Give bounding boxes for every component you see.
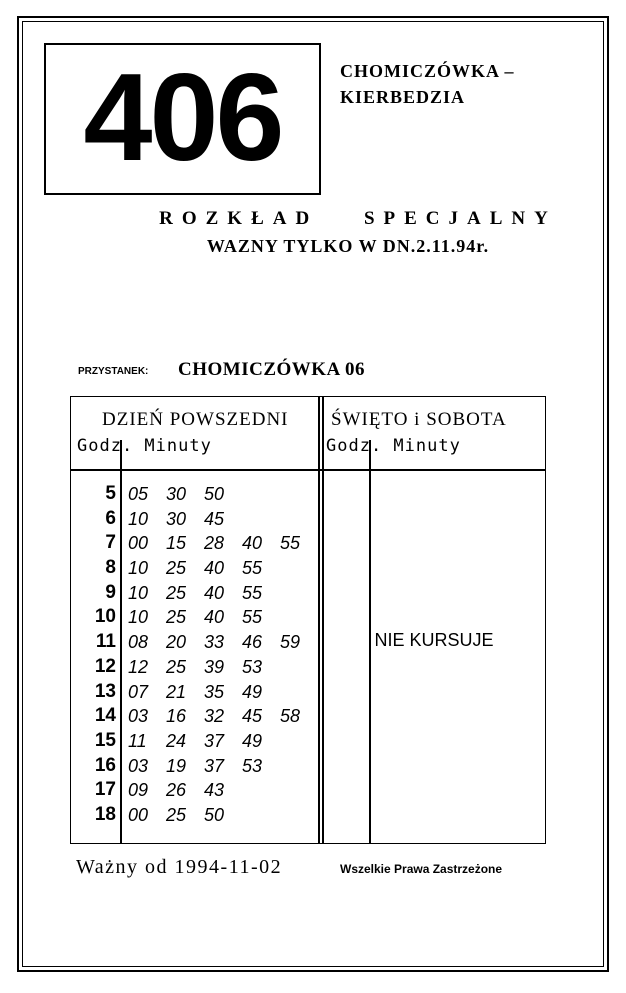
holiday-subheader: Godz. Minuty bbox=[326, 436, 461, 456]
departure-minute: 39 bbox=[204, 656, 225, 677]
column-divider bbox=[318, 396, 320, 844]
special-schedule-title: ROZKŁAD SPECJALNY bbox=[159, 208, 557, 229]
departure-minute: 12 bbox=[128, 656, 149, 677]
departure-minutes bbox=[128, 655, 280, 679]
departure-hour: 10 bbox=[94, 606, 116, 628]
route-name-line-2: KIERBEDZIA bbox=[340, 87, 466, 107]
departure-minutes bbox=[128, 778, 242, 802]
departure-minute: 59 bbox=[280, 632, 301, 653]
holiday-header: ŚWIĘTO i SOBOTA bbox=[331, 409, 507, 430]
departure-minutes bbox=[128, 803, 242, 827]
departure-minute: 33 bbox=[204, 632, 225, 653]
departure-minute: 55 bbox=[242, 558, 263, 579]
departure-minute: 43 bbox=[204, 780, 225, 801]
departure-minute: 00 bbox=[128, 533, 149, 554]
rights-reserved: Wszelkie Prawa Zastrzeżone bbox=[340, 862, 503, 876]
departure-hour: 14 bbox=[94, 705, 116, 727]
departure-hour: 12 bbox=[94, 655, 116, 677]
departure-minute: 50 bbox=[204, 804, 225, 825]
departure-minute: 45 bbox=[204, 508, 225, 529]
stop-name: CHOMICZÓWKA 06 bbox=[178, 359, 365, 380]
departure-minute: 53 bbox=[242, 656, 263, 677]
departure-minute: 24 bbox=[166, 730, 187, 751]
departure-hour: 6 bbox=[105, 507, 116, 529]
column-divider bbox=[322, 396, 324, 844]
departure-minute: 37 bbox=[204, 755, 225, 776]
departure-row bbox=[78, 581, 318, 606]
departure-row bbox=[78, 754, 318, 779]
departure-minute: 46 bbox=[242, 632, 263, 653]
departure-hour: 7 bbox=[105, 532, 116, 554]
departure-minute: 10 bbox=[128, 508, 149, 529]
departure-minutes bbox=[128, 605, 280, 629]
departure-minute: 03 bbox=[128, 755, 149, 776]
departure-minute: 45 bbox=[242, 706, 263, 727]
departure-minute: 11 bbox=[128, 730, 147, 751]
departure-minute: 25 bbox=[166, 558, 187, 579]
departure-row bbox=[78, 803, 318, 828]
departure-minute: 26 bbox=[166, 780, 187, 801]
departure-hour: 16 bbox=[94, 754, 116, 776]
departure-minute: 30 bbox=[166, 508, 187, 529]
departure-minute: 00 bbox=[128, 804, 149, 825]
departure-minute: 28 bbox=[204, 533, 225, 554]
departure-minute: 55 bbox=[242, 607, 263, 628]
departure-minute: 10 bbox=[128, 558, 149, 579]
departure-minute: 55 bbox=[242, 582, 263, 603]
departure-minute: 25 bbox=[166, 804, 187, 825]
route-name-line-1: CHOMICZÓWKA – bbox=[340, 61, 515, 81]
departure-row bbox=[78, 605, 318, 630]
departure-minutes bbox=[128, 556, 280, 580]
valid-from: Ważny od 1994-11-02 bbox=[76, 856, 283, 878]
departure-row bbox=[78, 680, 318, 705]
departure-minute: 40 bbox=[242, 533, 263, 554]
no-service-notice: NIE KURSUJE bbox=[374, 630, 494, 650]
departure-hour: 11 bbox=[95, 631, 116, 653]
departure-hour: 9 bbox=[105, 581, 116, 603]
departure-row bbox=[78, 729, 318, 754]
departure-minute: 55 bbox=[280, 533, 301, 554]
departure-minute: 50 bbox=[204, 484, 225, 504]
departure-minutes bbox=[128, 754, 280, 778]
departure-minutes bbox=[128, 729, 280, 753]
departure-minutes bbox=[128, 482, 242, 506]
departure-minute: 53 bbox=[242, 755, 263, 776]
departure-minute: 32 bbox=[204, 706, 225, 727]
departure-minute: 16 bbox=[166, 706, 187, 727]
departure-hour: 8 bbox=[105, 557, 116, 579]
departure-minute: 30 bbox=[166, 484, 187, 504]
departure-minute: 25 bbox=[166, 607, 187, 628]
departure-minutes bbox=[128, 581, 280, 605]
departure-minute: 49 bbox=[242, 730, 263, 751]
departure-minutes bbox=[128, 680, 280, 704]
departure-minutes bbox=[128, 704, 318, 728]
valid-only-date: WAZNY TYLKO W DN.2.11.94r. bbox=[206, 236, 490, 256]
weekday-header: DZIEŃ POWSZEDNI bbox=[102, 409, 289, 430]
departure-hour: 13 bbox=[94, 680, 116, 702]
departure-minute: 21 bbox=[166, 681, 187, 702]
departure-minute: 07 bbox=[128, 681, 149, 702]
departure-minute: 40 bbox=[204, 558, 225, 579]
departure-minute: 08 bbox=[128, 632, 149, 653]
departure-hour: 18 bbox=[94, 803, 116, 825]
departure-minute: 40 bbox=[204, 582, 225, 603]
departure-row bbox=[78, 556, 318, 581]
weekday-subheader: Godz. Minuty bbox=[77, 436, 212, 456]
departure-minute: 10 bbox=[128, 582, 149, 603]
departure-hour: 5 bbox=[105, 483, 116, 504]
departure-row bbox=[78, 630, 318, 655]
departure-minutes bbox=[128, 630, 318, 654]
departure-minute: 37 bbox=[204, 730, 225, 751]
departure-row bbox=[78, 778, 318, 803]
departure-minute: 05 bbox=[128, 484, 149, 504]
departure-row bbox=[78, 531, 318, 556]
stop-label: PRZYSTANEK: bbox=[78, 366, 149, 377]
header-divider bbox=[70, 469, 546, 471]
departure-minutes bbox=[128, 507, 242, 531]
departure-minute: 09 bbox=[128, 780, 149, 801]
departure-minute: 25 bbox=[166, 656, 187, 677]
departure-row bbox=[78, 655, 318, 680]
departure-hour: 17 bbox=[94, 779, 116, 801]
departure-minute: 19 bbox=[166, 755, 187, 776]
departure-minute: 49 bbox=[242, 681, 263, 702]
departure-minute: 58 bbox=[280, 706, 301, 727]
departure-minute: 25 bbox=[166, 582, 187, 603]
departure-row bbox=[78, 482, 318, 507]
departure-row bbox=[78, 704, 318, 729]
departure-minutes bbox=[128, 531, 318, 555]
route-name bbox=[340, 58, 515, 110]
route-number: 406 bbox=[83, 49, 282, 187]
departure-row bbox=[78, 507, 318, 532]
departure-hour: 15 bbox=[94, 729, 116, 751]
departure-minute: 35 bbox=[204, 681, 225, 702]
weekday-departures bbox=[78, 482, 318, 828]
departure-minute: 03 bbox=[128, 706, 149, 727]
departure-minute: 20 bbox=[166, 632, 187, 653]
departure-minute: 40 bbox=[204, 607, 225, 628]
departure-minute: 15 bbox=[166, 533, 187, 554]
departure-minute: 10 bbox=[128, 607, 149, 628]
